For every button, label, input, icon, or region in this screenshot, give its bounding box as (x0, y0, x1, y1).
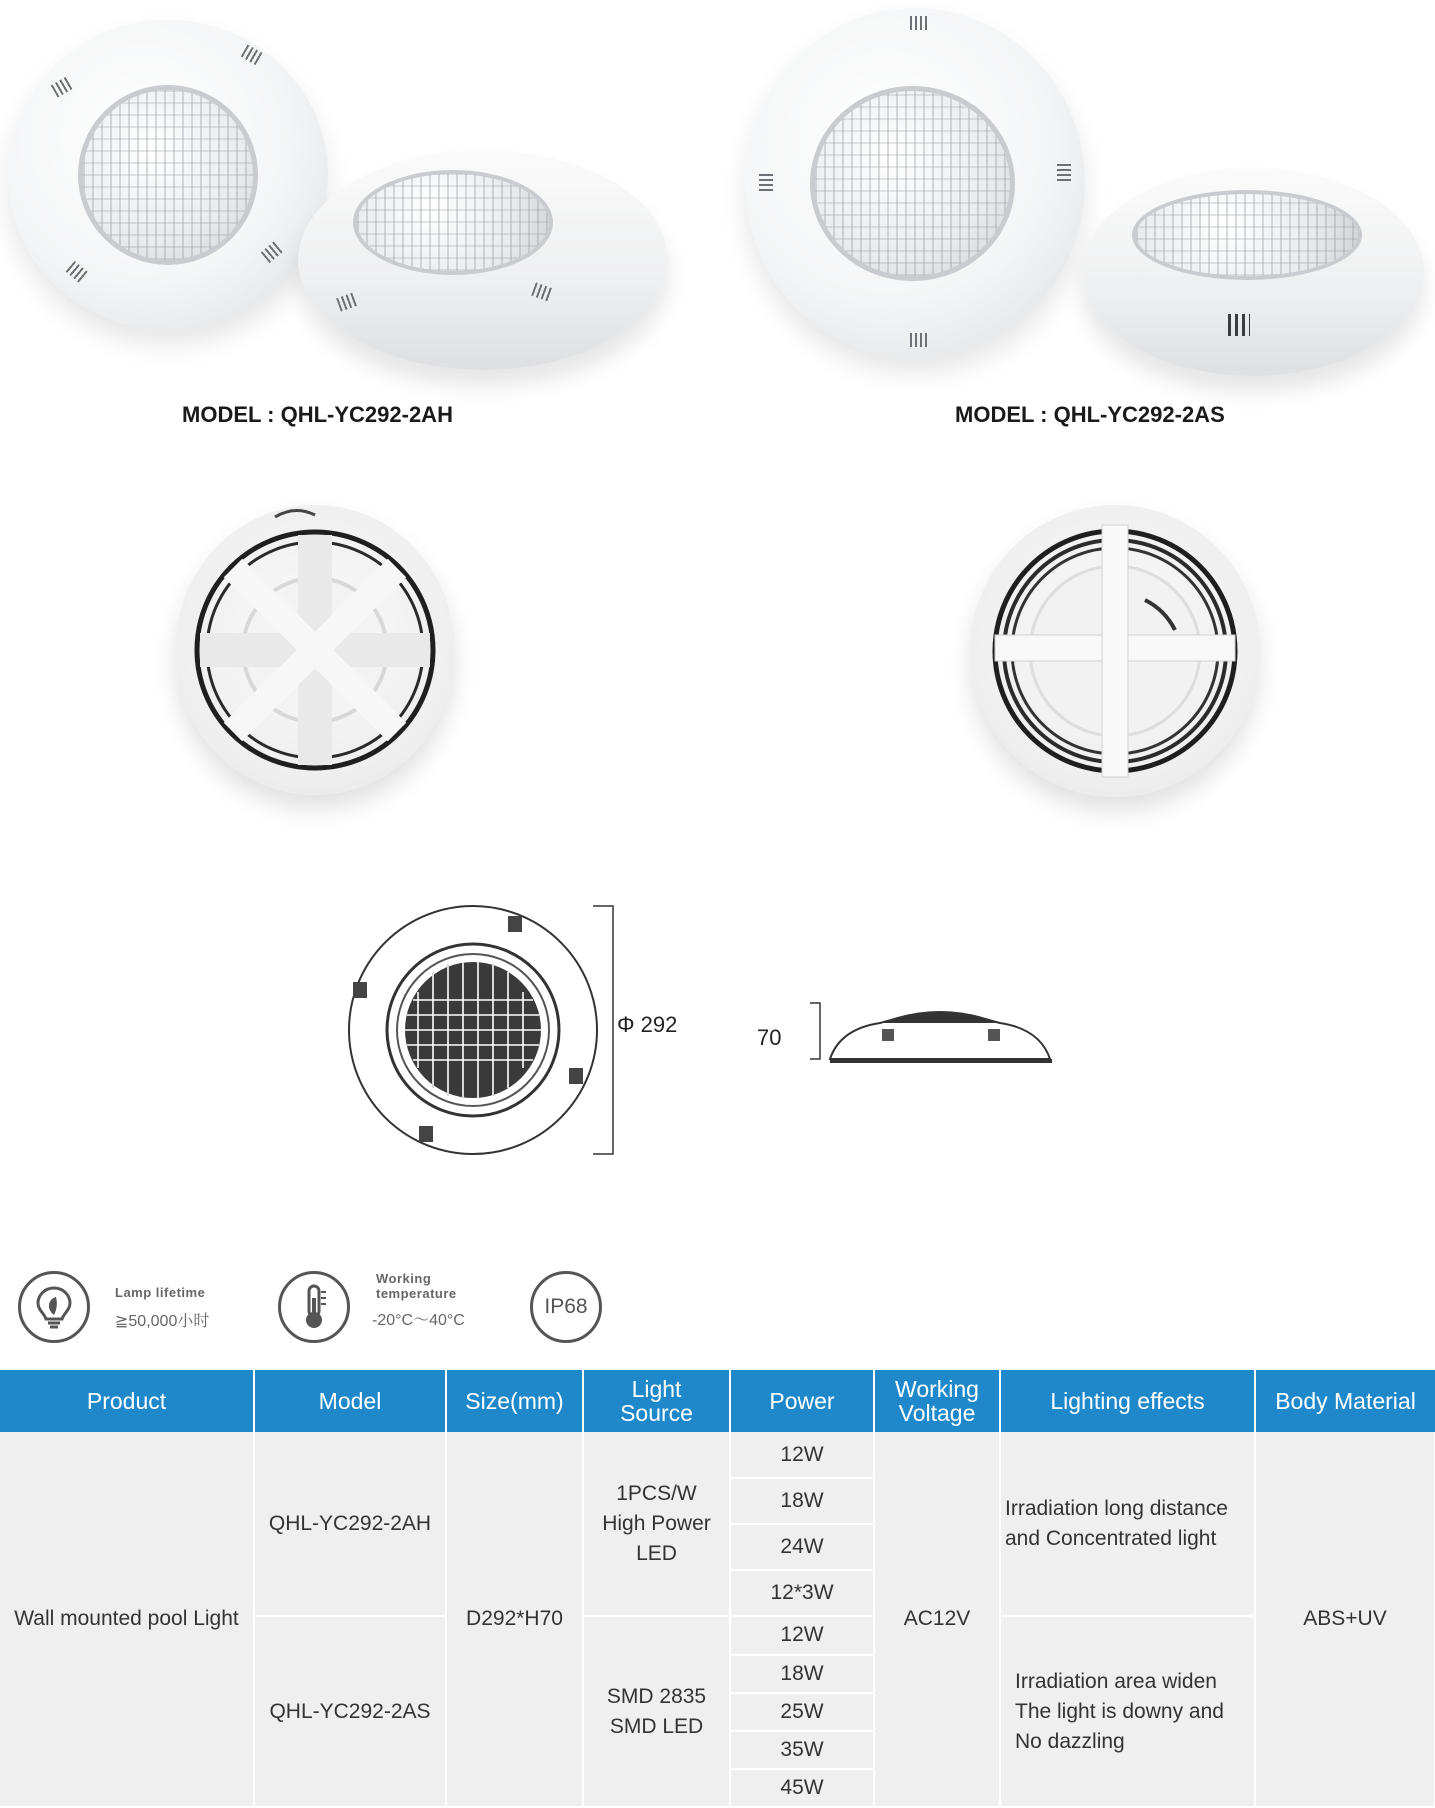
front-dimension-drawing (343, 900, 623, 1170)
pool-light-front (745, 8, 1085, 358)
cell-power: 24W (730, 1524, 874, 1570)
cell-model-2as: QHL-YC292-2AS (254, 1616, 446, 1807)
effect-line: Irradiation long distance (1005, 1496, 1228, 1520)
ip68-badge-icon (530, 1271, 602, 1343)
back-bracket-graphic (175, 505, 455, 795)
table-row (0, 1432, 1435, 1478)
ip68-label: IP68 (544, 1295, 588, 1318)
vent-icon (1228, 314, 1250, 336)
pool-light-side (1082, 168, 1424, 376)
header-size: Size(mm) (446, 1370, 583, 1432)
pool-light-lens (810, 86, 1015, 281)
cell-light-source-2ah (583, 1432, 730, 1616)
vent-icon (910, 16, 928, 30)
cell-power: 18W (730, 1478, 874, 1524)
light-source-line: 1PCS/W (616, 1481, 697, 1505)
light-bulb-icon (18, 1271, 90, 1343)
header-power: Power (730, 1370, 874, 1432)
vent-icon (66, 261, 89, 283)
height-label: 70 (757, 1025, 782, 1050)
effect-line: No dazzling (1015, 1729, 1125, 1753)
header-product: Product (0, 1370, 254, 1432)
pool-light-side (298, 150, 668, 370)
pool-light-front (8, 20, 328, 330)
cell-product: Wall mounted pool Light (0, 1432, 254, 1807)
light-source-line: High Power (602, 1511, 711, 1535)
light-source-line: SMD 2835 (606, 1684, 707, 1708)
cell-power: 45W (730, 1769, 874, 1807)
effect-line: and Concentrated light (1005, 1526, 1217, 1550)
back-view-2as (970, 505, 1260, 797)
cell-effect-2ah (1000, 1432, 1255, 1616)
cell-effect-2as (1000, 1616, 1255, 1807)
cell-power: 12*3W (730, 1570, 874, 1616)
product-photo-2as (740, 0, 1435, 380)
cell-power: 12W (730, 1616, 874, 1654)
header-light-source-text: Light Source (620, 1376, 693, 1426)
header-lighting-effects: Lighting effects (1000, 1370, 1255, 1432)
header-body-material: Body Material (1255, 1370, 1435, 1432)
cell-size: D292*H70 (446, 1432, 583, 1807)
cell-model-2ah: QHL-YC292-2AH (254, 1432, 446, 1616)
light-source-line: LED (636, 1541, 677, 1565)
effect-line: The light is downy and (1015, 1699, 1224, 1723)
header-working-voltage (874, 1370, 1000, 1432)
vent-icon (336, 292, 358, 311)
cell-material: ABS+UV (1255, 1432, 1435, 1807)
side-dimension-drawing (800, 995, 1080, 1075)
cell-light-source-2as (583, 1616, 730, 1807)
vent-icon (261, 241, 284, 263)
vent-icon (241, 44, 264, 65)
effect-line: Irradiation area widen (1015, 1669, 1217, 1693)
cell-voltage: AC12V (874, 1432, 1000, 1807)
vent-icon (1057, 164, 1071, 182)
cell-power: 35W (730, 1731, 874, 1769)
spec-table (0, 1370, 1435, 1808)
back-cable-graphic (970, 505, 1260, 797)
working-temp-title-2: temperature (376, 1286, 457, 1301)
product-photo-2ah (0, 0, 680, 340)
pool-light-lens (353, 170, 553, 275)
pool-light-lens (78, 85, 258, 265)
vent-icon (531, 282, 553, 301)
header-model: Model (254, 1370, 446, 1432)
diameter-label: Φ 292 (617, 1012, 678, 1037)
back-view-2ah (175, 505, 455, 795)
vent-icon (51, 76, 74, 97)
pool-light-lens (1132, 190, 1362, 280)
thermometer-icon (278, 1271, 350, 1343)
vent-icon (759, 174, 773, 192)
cell-power: 12W (730, 1432, 874, 1478)
working-temp-value: -20°C～40°C (372, 1312, 465, 1329)
lamp-lifetime-value: ≧50,000小时 (115, 1313, 210, 1330)
cell-power: 18W (730, 1655, 874, 1693)
header-working-voltage-text: Working Voltage (895, 1376, 979, 1426)
lamp-lifetime-title: Lamp lifetime (115, 1285, 206, 1300)
cell-power: 25W (730, 1693, 874, 1731)
working-temp-title-1: Working (376, 1271, 432, 1286)
vent-icon (910, 333, 928, 347)
table-header-row (0, 1370, 1435, 1432)
header-light-source (583, 1370, 730, 1432)
model-caption-2as: MODEL : QHL-YC292-2AS (955, 402, 1225, 427)
model-caption-2ah: MODEL : QHL-YC292-2AH (182, 402, 453, 427)
light-source-line: SMD LED (609, 1714, 704, 1738)
